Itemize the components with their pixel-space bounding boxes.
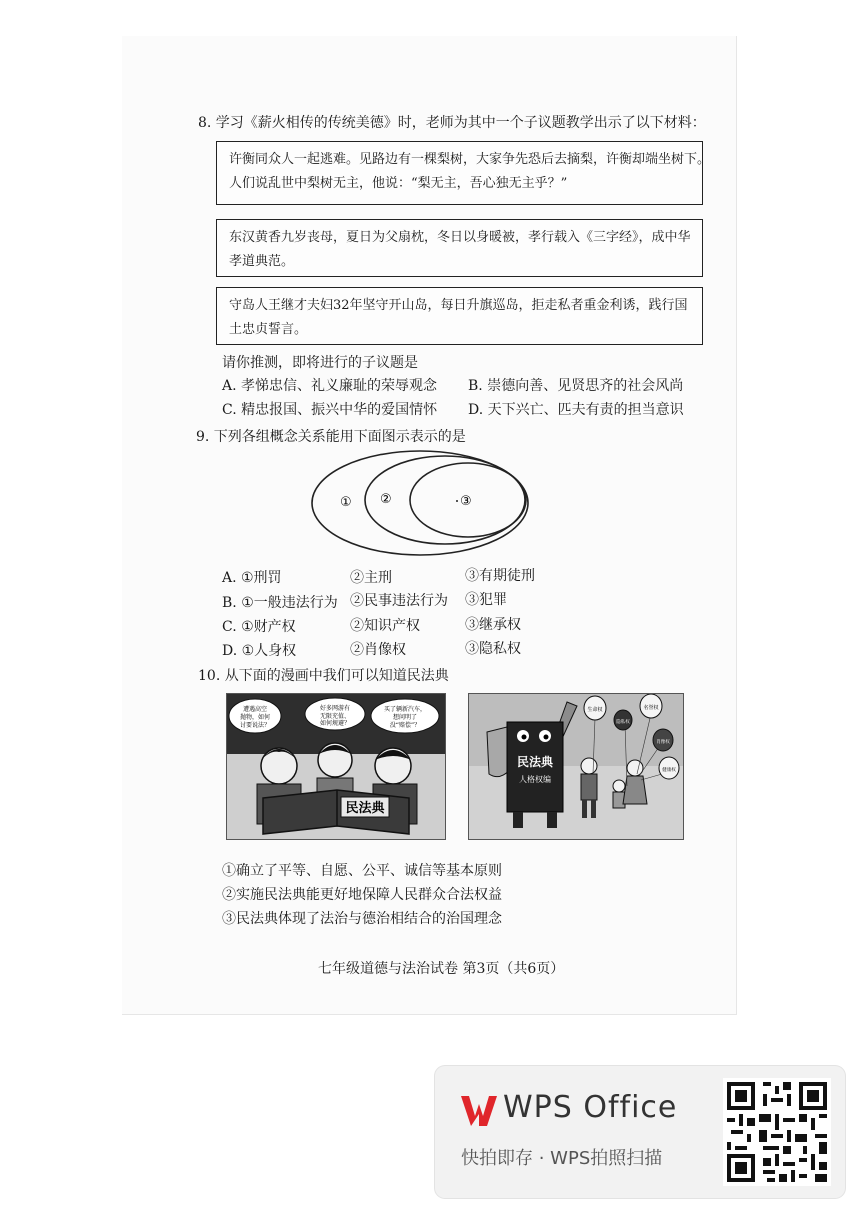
q8-material-3-line-2: 土忠贞誓言。 (229, 322, 308, 337)
q8-stem: 8. 学习《薪火相传的传统美德》时，老师为其中一个子议题教学出示了以下材料： (198, 115, 706, 131)
q9-option-a-2: ②主刑 (350, 570, 392, 586)
diagram-center-dot (456, 500, 458, 502)
q9-stem: 9. 下列各组概念关系能用下面图示表示的是 (196, 429, 466, 445)
page-footer: 七年级道德与法治试卷 第3页（共6页） (318, 961, 565, 977)
q8-material-1 (216, 141, 711, 205)
q8-material-1-line-1: 许衡同众人一起逃难。见路边有一棵梨树，大家争先恐后去摘梨，许衡却端坐树下。 (229, 152, 711, 167)
diagram-label-2: ② (380, 492, 392, 507)
character-subtitle: 人格权编 (519, 775, 551, 784)
q8-material-2-line-2: 孝道典范。 (229, 254, 295, 269)
cartoon-personality-rights-guardian (468, 693, 684, 840)
q10-statement-1: ①确立了平等、自愿、公平、诚信等基本原则 (222, 863, 502, 879)
q9-option-a-1: A. ①刑罚 (222, 570, 282, 586)
q10-statement-2: ②实施民法典能更好地保障人民群众合法权益 (222, 887, 502, 903)
q8-material-3-line-1: 守岛人王继才夫妇32年坚守开山岛，每日升旗巡岛，拒走私者重金利诱，践行国 (229, 298, 688, 313)
balloon-4-label: 肖像权 (656, 740, 670, 745)
bubble-3-line-1: 买了辆新汽车， (383, 706, 427, 713)
q8-option-d: D. 天下兴亡、匹夫有责的担当意识 (468, 402, 684, 418)
book-title: 民法典 (345, 801, 385, 816)
q9-option-b-3: ③犯罪 (465, 592, 507, 608)
q10-statement-3: ③民法典体现了法治与德治相结合的治国理念 (222, 911, 502, 927)
q8-option-b: B. 崇德向善、见贤思齐的社会风尚 (468, 378, 684, 394)
q9-option-c-2: ②知识产权 (350, 618, 420, 634)
q8-prompt: 请你推测，即将进行的子议题是 (222, 355, 418, 371)
q8-material-2 (216, 219, 703, 277)
balloon-2-label: 隐私权 (616, 720, 630, 725)
woman-head (261, 748, 297, 784)
balloon-5-label: 健康权 (662, 768, 676, 773)
bubble-2-line-1: 好多网游有 (319, 705, 351, 712)
q10-stem: 10. 从下面的漫画中我们可以知道民法典 (198, 668, 449, 684)
q9-option-d-2: ②肖像权 (350, 642, 406, 658)
qr-code (723, 1078, 831, 1186)
q8-option-c: C. 精忠报国、振兴中华的爱国情怀 (222, 402, 438, 418)
father (581, 758, 597, 774)
cartoon-family-reading-civil-code (226, 693, 446, 840)
bubble-2-line-2: 无限充值、 (319, 713, 351, 720)
bubble-1-line-1: 遭遇高空 (242, 706, 268, 713)
bubble-1-line-3: 讨要说法？ (239, 722, 271, 729)
diagram-label-3: ③ (460, 494, 472, 509)
q9-option-b-1: B. ①一般违法行为 (222, 595, 338, 611)
balloon-3-label: 名誉权 (643, 705, 659, 711)
wps-watermark-card (435, 1066, 845, 1198)
wps-logo-icon (459, 1094, 499, 1128)
q8-material-2-line-1: 东汉黄香九岁丧母，夏日为父扇枕，冬日以身暖被，孝行载入《三字经》，成中华 (229, 230, 691, 245)
q9-option-c-1: C. ①财产权 (222, 619, 296, 635)
balloon-1-label: 生命权 (587, 707, 603, 713)
q9-option-c-3: ③继承权 (465, 617, 521, 633)
q9-option-d-3: ③隐私权 (465, 641, 521, 657)
character-title: 民法典 (516, 755, 554, 769)
wps-slogan: 快拍即存 · WPS拍照扫描 (461, 1148, 663, 1169)
q8-material-1-line-2: 人们说乱世中梨树无主，他说：“梨无主，吾心独无主乎？” (229, 176, 568, 191)
bubble-2-line-3: 如何规避？ (319, 720, 351, 727)
q9-option-b-2: ②民事违法行为 (350, 593, 448, 609)
q8-material-3 (216, 287, 703, 345)
q9-nested-circles-diagram (300, 448, 540, 563)
child (613, 780, 625, 792)
wps-brand: WPS Office (503, 1090, 678, 1125)
bubble-3-line-2: 想问明了 (392, 714, 418, 721)
q8-option-a: A. 孝悌忠信、礼义廉耻的荣辱观念 (222, 378, 438, 394)
q9-option-d-1: D. ①人身权 (222, 643, 297, 659)
bubble-3-line-3: 没“赔偿”？ (389, 722, 421, 729)
q9-option-a-3: ③有期徒刑 (465, 568, 535, 584)
bubble-1-line-2: 抛物，如何 (239, 714, 271, 721)
diagram-label-1: ① (340, 495, 352, 510)
